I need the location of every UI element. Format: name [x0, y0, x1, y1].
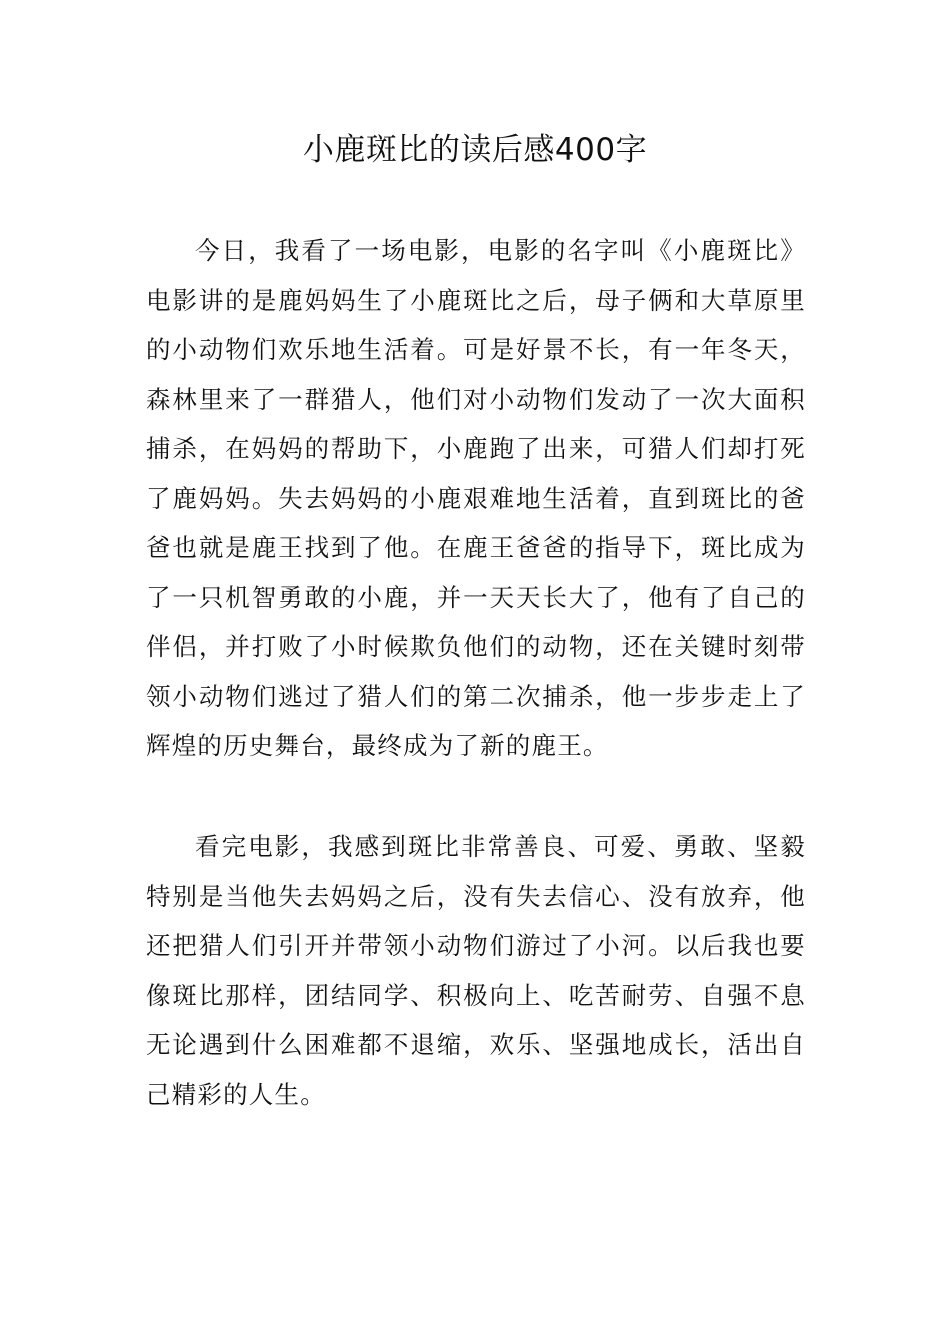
paragraph-1: 今日，我看了一场电影，电影的名字叫《小鹿斑比》电影讲的是鹿妈妈生了小鹿斑比之后，母子俩和大草原里的小动物们欢乐地生活着。可是好景不长，有一年冬天，森林里来了一群猎人，他们对小动物们发动了一次大面积捕杀，在妈妈的帮助下，小鹿跑了出来，可猎人们却打死了鹿妈妈。失去妈妈的小鹿艰难地生活着，直到斑比的爸爸也就是鹿王找到了他。在鹿王爸爸的指导下，斑比成为了一只机智勇敢的小鹿，并一天天长大了，他有了自己的伴侣，并打败了小时候欺负他们的动物，还在关键时刻带领小动物们逃过了猎人们的第二次捕杀，他一步步走上了辉煌的历史舞台，最终成为了新的鹿王。: [146, 236, 806, 760]
document-title: 小鹿斑比的读后感400字: [302, 132, 648, 168]
paragraph-2: 看完电影，我感到斑比非常善良、可爱、勇敢、坚毅特别是当他失去妈妈之后，没有失去信心、没有放弃，他还把猎人们引开并带领小动物们游过了小河。以后我也要像斑比那样，团结同学、积极向上、吃苦耐劳、自强不息无论遇到什么困难都不退缩，欢乐、坚强地成长，活出自己精彩的人生。: [146, 832, 806, 1109]
